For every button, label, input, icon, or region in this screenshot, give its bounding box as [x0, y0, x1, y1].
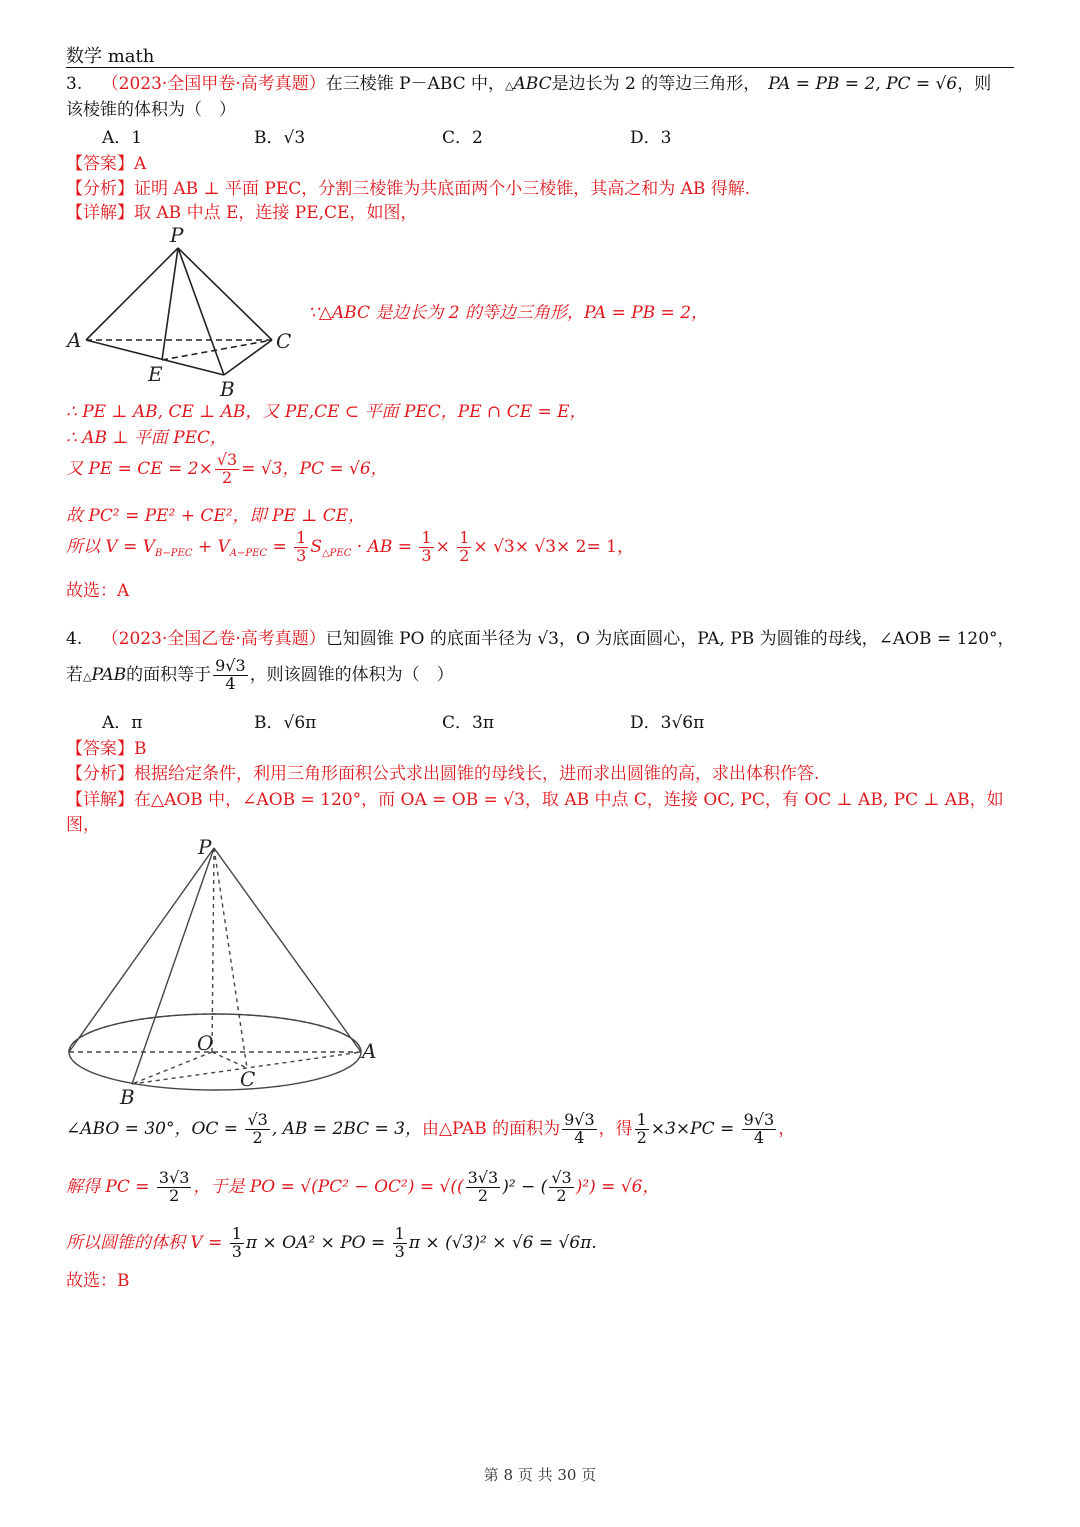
q3-condition: PA = PB = 2, PC = √6: [768, 74, 958, 94]
q3-tri-abc: ABC: [513, 74, 552, 94]
frac-numerator: 1: [296, 528, 307, 547]
frac-denominator: 3: [231, 1241, 242, 1261]
frac-numerator: 1: [459, 528, 470, 547]
q3-line5-c: =: [267, 536, 293, 557]
q4-option-a: A．π: [102, 713, 143, 733]
frac-numerator: 9√3: [215, 656, 246, 675]
frac-numerator: √3: [247, 1110, 268, 1129]
q4-line3-b: π × OA² × PO =: [245, 1232, 391, 1253]
q3-detail-text: 取 AB 中点 E，连接 PE,CE，如图，: [134, 203, 418, 223]
q3-fig-side-text: [308, 302, 708, 324]
q3-stem-line1: [66, 73, 991, 97]
frac-numerator: 3√3: [158, 1168, 190, 1187]
q4-analysis: [66, 763, 819, 785]
frac-numerator: 1: [231, 1224, 242, 1243]
q3-line1: ∴ PE ⊥ AB, CE ⊥ AB，又 PE,CE ⊂ 平面 PEC，PE ∩ CE = E，: [66, 402, 587, 422]
frac-numerator: 3√3: [467, 1168, 499, 1187]
frac-denominator: 3: [394, 1241, 405, 1261]
frac-denominator: 4: [225, 673, 236, 693]
q3-option-b: B．√3: [254, 128, 306, 148]
q3-line3: [66, 452, 388, 487]
q3-stem-b: 是边长为 2 的等边三角形，: [551, 74, 761, 94]
q4-source: （2023·全国乙卷·高考真题）: [101, 629, 326, 649]
q3-line3-b: = √3，PC = √6，: [241, 458, 388, 479]
q3-stem-a: 在三棱锥 P－ABC 中，: [325, 74, 506, 94]
frac-denominator: 2: [252, 1127, 263, 1147]
q3-line5-frac1: [294, 530, 308, 565]
q4-line1-frac4: [742, 1112, 777, 1147]
q3-analysis: [66, 178, 750, 200]
q3-line5-g: × √3× √3× 2= 1，: [473, 536, 634, 557]
q4-stem2-c: ，则该圆锥的体积为（ ）: [249, 664, 454, 685]
q4-option-c: C．3π: [442, 713, 494, 733]
q3-detail: [66, 202, 417, 224]
q3-source: （2023·全国甲卷·高考真题）: [101, 74, 326, 94]
q4-stem2-a: 若: [66, 664, 83, 685]
q4-fig-label-c: C: [240, 1067, 256, 1091]
header-rule: [66, 67, 1014, 68]
q3-line3-a: 又 PE = CE = 2×: [66, 458, 213, 479]
q3-stem-line2: 该棱锥的体积为（ ）: [66, 100, 236, 120]
q4-analysis-text: 根据给定条件，利用三角形面积公式求出圆锥的母线长，进而求出圆锥的高，求出体积作答.: [134, 764, 820, 784]
triangle-icon: △: [83, 669, 92, 683]
q3-fig-label-p: P: [170, 223, 184, 247]
q4-option-d: D．3√6π: [630, 713, 705, 733]
q3-line5-sub3: △PEC: [321, 547, 352, 559]
frac-denominator: 2: [556, 1185, 567, 1205]
q3-fig-label-a: A: [67, 328, 82, 352]
q3-line4: 故 PC² = PE² + CE²，即 PE ⊥ CE，: [66, 506, 366, 526]
q4-stem2-b: 的面积等于: [126, 664, 212, 685]
q3-analysis-head: 【分析】: [66, 179, 134, 199]
q4-line1-b: , AB = 2BC = 3，: [271, 1118, 422, 1139]
q4-line3: [66, 1226, 597, 1261]
q4-line2-frac2: [466, 1170, 501, 1205]
frac-denominator: 2: [169, 1185, 180, 1205]
q4-answer: 【答案】B: [66, 739, 147, 759]
frac-numerator: 9√3: [564, 1110, 595, 1129]
q4-line1-frac2: [562, 1112, 597, 1147]
frac-denominator: 4: [574, 1127, 585, 1147]
q4-line1-frac1: [245, 1112, 269, 1147]
frac-numerator: √3: [551, 1168, 572, 1187]
page-footer: 第 8 页 共 30 页: [483, 1466, 597, 1484]
q3-fig-label-c: C: [276, 329, 292, 353]
q3-line5: [66, 530, 634, 565]
q4-line2-d: )²) = √6，: [575, 1176, 660, 1197]
q4-analysis-head: 【分析】: [66, 764, 134, 784]
q4-line1-c: 由△PAB 的面积为: [421, 1118, 561, 1139]
q4-line3-frac1: [230, 1226, 244, 1261]
q4-fig-label-p: P: [198, 836, 212, 859]
q3-line2: ∴ AB ⊥ 平面 PEC，: [66, 428, 228, 448]
q3-line5-d: S: [310, 536, 322, 557]
q4-stem-line1: [66, 628, 1015, 650]
q3-stem-c: ，则: [957, 74, 992, 94]
frac-numerator: √3: [216, 450, 238, 469]
q3-line5-sub2: A−PEC: [229, 547, 268, 559]
q4-line3-a: 所以圆锥的体积 V =: [66, 1232, 228, 1253]
q3-option-a: A．1: [102, 128, 143, 148]
q4-line3-c: π × (√3)² × √6 = √6π.: [408, 1232, 597, 1253]
q4-line2: [66, 1170, 659, 1205]
q4-line2-c: )² − (: [502, 1176, 548, 1197]
q3-analysis-text: 证明 AB ⊥ 平面 PEC，分割三棱锥为共底面两个小三棱锥，其高之和为 AB 得解.: [134, 179, 751, 199]
q4-line2-b: ，于是 PO = √(PC² − OC²) = √((: [193, 1176, 464, 1197]
q3-option-d: D．3: [630, 128, 672, 148]
page-header-subject: 数学 math: [66, 46, 155, 67]
frac-denominator: 3: [296, 545, 307, 565]
q4-line2-a: 解得 PC =: [66, 1176, 155, 1197]
q3-line5-sub1: B−PEC: [155, 547, 193, 559]
q4-line1-e: ×3×PC =: [650, 1118, 740, 1139]
frac-denominator: 2: [477, 1185, 488, 1205]
q4-line2-frac1: [157, 1170, 192, 1205]
q4-line1-a: ∠ABO = 30°，OC =: [66, 1118, 244, 1139]
q4-stem-line2: [66, 658, 454, 693]
q4-detail: [66, 789, 1004, 811]
q4-fig-label-b: B: [120, 1085, 135, 1108]
frac-denominator: 2: [221, 467, 233, 487]
q4-number: 4.: [66, 629, 83, 649]
q3-answer: 【答案】A: [66, 154, 147, 174]
q3-number: 3.: [66, 74, 83, 94]
q4-line1: [66, 1112, 795, 1147]
q3-line5-a: 所以 V = V: [66, 536, 156, 557]
q4-fig-label-a: A: [362, 1039, 377, 1063]
q4-detail-cont: 图，: [66, 815, 100, 835]
q4-line1-d: ，得: [598, 1118, 633, 1139]
q4-line2-frac3: [549, 1170, 573, 1205]
frac-denominator: 2: [636, 1127, 647, 1147]
q3-line5-b: + V: [192, 536, 230, 557]
q3-tetrahedron-figure: [62, 222, 302, 402]
q3-detail-head: 【详解】: [66, 203, 134, 223]
frac-denominator: 4: [753, 1127, 765, 1147]
q4-line3-frac2: [393, 1226, 407, 1261]
q3-choice: 故选：A: [66, 581, 130, 601]
q4-detail-text: 在△AOB 中，∠AOB = 120°，而 OA = OB = √3，取 AB 中点 C，连接 OC, PC，有 OC ⊥ AB, PC ⊥ AB，如: [134, 790, 1004, 810]
q4-stem-a: 已知圆锥 PO 的底面半径为 √3，O 为底面圆心，PA, PB 为圆锥的母线，∠AOB = 120°，: [325, 629, 1015, 649]
q4-choice: 故选：B: [66, 1271, 130, 1291]
frac-numerator: 1: [636, 1110, 647, 1129]
q3-line5-frac2: [419, 530, 433, 565]
q4-stem2-tri: PAB: [91, 664, 127, 685]
q3-fig-side: ∵△ABC 是边长为 2 的等边三角形，PA = PB = 2，: [308, 303, 709, 323]
q4-option-b: B．√6π: [254, 713, 317, 733]
frac-denominator: 2: [459, 545, 470, 565]
frac-denominator: 3: [421, 545, 432, 565]
q3-line5-e: · AB =: [351, 536, 418, 557]
q4-cone-figure: [62, 836, 382, 1108]
q3-line3-frac: [215, 452, 239, 487]
q3-option-c: C．2: [442, 128, 483, 148]
triangle-icon: △: [505, 79, 514, 92]
q3-fig-label-e: E: [148, 362, 163, 386]
frac-numerator: 9√3: [743, 1110, 775, 1129]
frac-numerator: 1: [394, 1224, 405, 1243]
frac-numerator: 1: [421, 528, 432, 547]
q4-line1-frac3: [635, 1112, 649, 1147]
q4-stem2-frac: [213, 658, 248, 693]
q3-fig-label-b: B: [220, 377, 235, 401]
q4-fig-label-o: O: [197, 1031, 214, 1055]
q4-detail-head: 【详解】: [66, 790, 134, 810]
q3-line5-frac3: [457, 530, 471, 565]
q4-line1-f: ，: [778, 1118, 796, 1139]
q3-line5-f: ×: [435, 536, 456, 557]
